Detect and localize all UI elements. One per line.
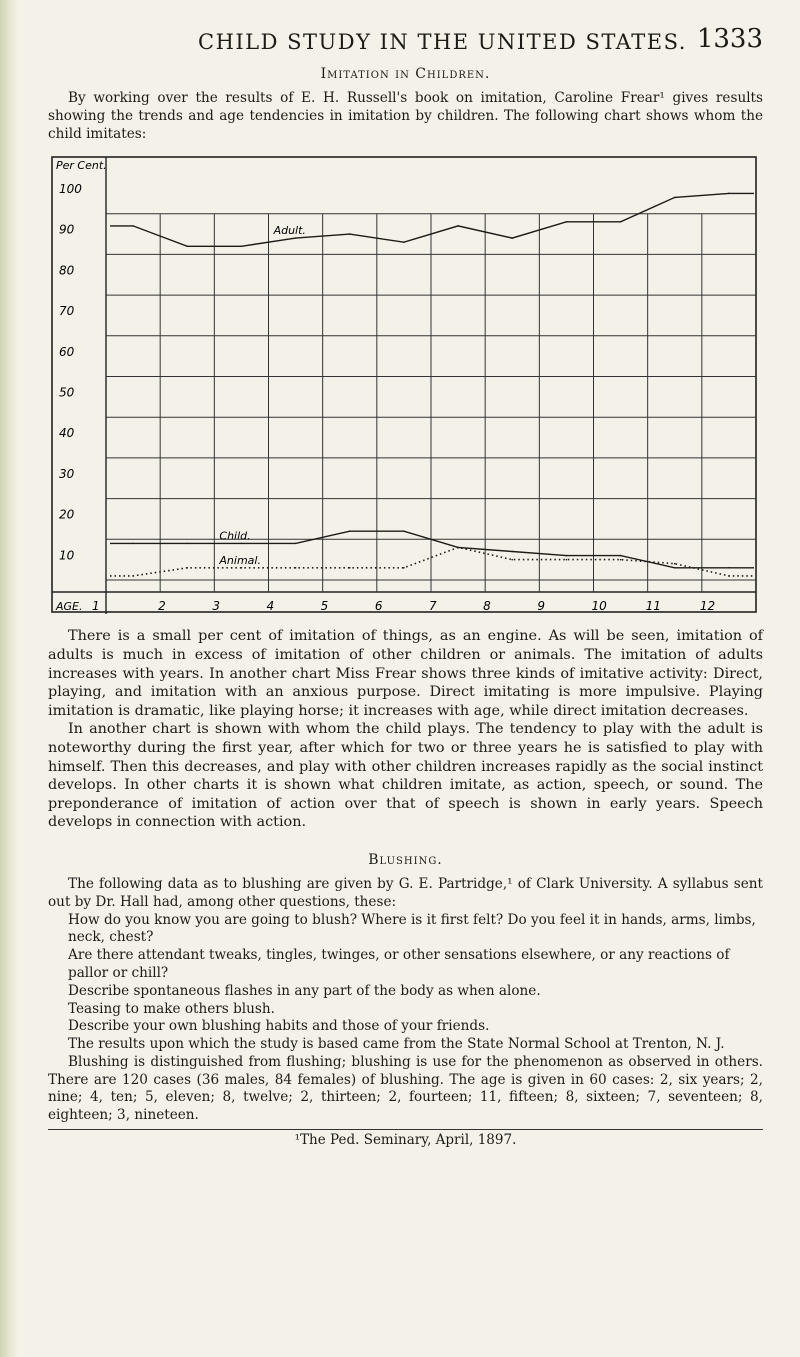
x-tick-label: 7	[429, 599, 437, 614]
x-tick-label: 6	[374, 599, 383, 614]
data-point	[403, 567, 405, 569]
series-label: Adult.	[273, 224, 306, 238]
data-point	[620, 559, 622, 561]
series-line-child	[110, 529, 754, 569]
y-tick-label: 100	[59, 182, 82, 197]
imitation-chart-svg	[51, 155, 760, 615]
data-point	[511, 551, 513, 553]
data-point	[295, 238, 297, 240]
x-tick-label: 2	[158, 599, 166, 614]
data-point	[566, 221, 568, 223]
data-point	[511, 238, 513, 240]
data-point	[728, 193, 730, 195]
x-tick-label: 12	[699, 599, 716, 614]
data-point	[186, 246, 188, 248]
data-point	[349, 531, 351, 533]
data-point	[511, 559, 513, 561]
y-tick-label: 40	[59, 426, 75, 441]
syllabus-question: Describe your own blushing habits and those of your friends.	[68, 1018, 490, 1035]
data-point	[186, 567, 188, 569]
book-page	[48, 24, 763, 1149]
blushing-intro: The following data as to blushing are given by G. E. Partridge,¹ of Clark University. A syllabus sent out by Dr. Hall had, among other questions, these:	[48, 875, 763, 910]
corner-label: Per Cent.	[56, 159, 107, 173]
page-number: 1333	[696, 24, 763, 54]
data-point	[241, 246, 243, 248]
data-point	[241, 567, 243, 569]
syllabus-question: How do you know you are going to blush? Where is it first felt? Do you feel it in hands, arms, limbs, neck, chest?	[68, 911, 756, 946]
x-tick-label: 1	[92, 599, 100, 614]
x-tick-label: 11	[645, 599, 661, 614]
data-point	[728, 576, 730, 578]
y-tick-label: 30	[59, 467, 75, 482]
imitation-paragraph-1: There is a small per cent of imitation of things, as an engine. As will be seen, imitation of adults is much in excess of imitation of other children or animals. The imitation of adults increases with years. In another chart Miss Frear shows three kinds of imitative activity: Direct, playing, and imitation with an anxious purpose. Direct imitating is more impulsive. Playing imitation is dramatic, like playing horse; it increases with age, while direct imitation decreases.	[48, 628, 763, 719]
y-tick-label: 50	[59, 385, 75, 400]
y-tick-label: 90	[59, 223, 75, 238]
data-point	[674, 567, 676, 569]
syllabus-question: Describe spontaneous flashes in any part of the body as when alone.	[68, 982, 541, 999]
data-point	[403, 242, 405, 244]
x-axis-label: AGE.	[56, 600, 83, 614]
series-label: Child.	[219, 529, 251, 543]
y-tick-label: 60	[59, 345, 75, 360]
syllabus-question: Teasing to make others blush.	[68, 1000, 275, 1017]
y-tick-label: 20	[59, 507, 75, 522]
data-point	[620, 221, 622, 223]
data-point	[566, 559, 568, 561]
footnote-rule	[48, 1129, 763, 1130]
data-point	[132, 543, 134, 545]
data-point	[403, 531, 405, 533]
blushing-paragraph-1: The results upon which the study is based came from the State Normal School at Trenton, N. J.	[68, 1036, 725, 1053]
data-point	[620, 555, 622, 557]
data-point	[728, 567, 730, 569]
data-point	[349, 234, 351, 236]
syllabus-question: Are there attendant tweaks, tingles, twinges, or other sensations elsewhere, or any reactions of pallor or chill?	[68, 947, 730, 981]
data-point	[674, 563, 676, 565]
section-heading-blushing: Blushing.	[368, 851, 443, 868]
series-line-animal	[110, 548, 754, 577]
x-tick-label: 10	[591, 599, 607, 614]
blushing-paragraph-2: Blushing is distinguished from flushing; blushing is use for the phenomenon as observed in others. There are 120 cases (36 males, 84 females) of blushing. The age is given in 60 cases: 2, six years; 2, nine; 4, ten; 5, eleven; 8, twelve; 2, thirteen; 2, fourteen; 11, fifteen; 8, sixteen; 7, seventeen; 8, eighteen; 3, nineteen.	[48, 1053, 763, 1124]
imitation-paragraph-2: In another chart is shown with whom the child plays. The tendency to play with the adult is noteworthy during the first year, after which for two or three years he is satisfied to play with himself. Then this decreases, and play with other children increases rapidly as the social instinct develops. In other charts it is shown what children imitate, as action, speech, or sound. The preponderance of imitation of action over that of speech is shown in early years. Speech develops in connection with action.	[48, 721, 763, 831]
data-point	[132, 576, 134, 578]
data-point	[674, 197, 676, 199]
footnote: ¹The Ped. Seminary, April, 1897.	[294, 1132, 517, 1149]
x-tick-label: 5	[320, 599, 329, 614]
y-tick-label: 70	[59, 304, 75, 319]
data-point	[349, 567, 351, 569]
x-tick-label: 3	[212, 599, 220, 614]
data-point	[457, 547, 459, 549]
data-point	[566, 555, 568, 557]
running-head	[48, 24, 763, 60]
series-line-adult	[110, 194, 754, 247]
page-edge-shadow	[0, 0, 18, 1357]
section-heading-imitation: Imitation in Children.	[320, 66, 491, 82]
imitation-chart	[51, 155, 763, 619]
data-point	[241, 543, 243, 545]
x-tick-label: 9	[537, 599, 545, 614]
series-label: Animal.	[219, 554, 261, 568]
data-point	[457, 226, 459, 228]
data-point	[186, 543, 188, 545]
x-tick-label: 8	[483, 599, 491, 614]
running-title: CHILD STUDY IN THE UNITED STATES.	[198, 30, 687, 54]
y-tick-label: 10	[59, 548, 75, 563]
data-point	[132, 226, 134, 228]
y-tick-label: 80	[59, 263, 75, 278]
imitation-intro: By working over the results of E. H. Russell's book on imitation, Caroline Frear¹ gives results showing the trends and age tendencies in imitation by children. The following chart shows whom the child imitates:	[48, 90, 763, 142]
x-tick-label: 4	[266, 599, 275, 614]
data-point	[295, 543, 297, 545]
data-point	[295, 567, 297, 569]
